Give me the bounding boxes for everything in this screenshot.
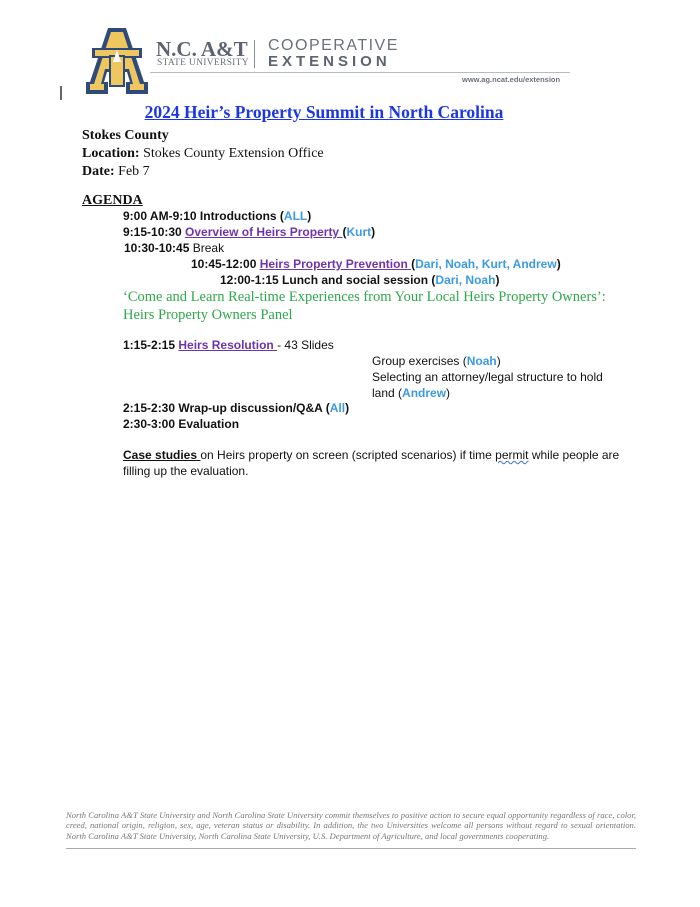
speakers: Kurt: [346, 225, 372, 239]
speakers: Dari, Noah: [435, 273, 496, 287]
footer-disclaimer: North Carolina A&T State University and North Carolina State University commit themselves to positive action to secure equal opportunity regardless of race, color, creed, national origin, religion, sex, age, veteran status or disability. In addition, the two Universities welcome all persons without regard to sexual orientation. North Carolina A&T State University, North Carolina State University, U.S. Department of Agriculture, and local governments cooperating.: [66, 810, 636, 841]
speakers: Noah: [466, 354, 497, 368]
brand-extension: EXTENSION: [268, 53, 391, 70]
paren-close: ): [371, 225, 376, 239]
paren-close: ): [495, 273, 500, 287]
brand-subtitle: STATE UNIVERSITY: [157, 58, 249, 68]
panel-description: ‘Come and Learn Real-time Experiences from Your Local Heirs Property Owners’: Heirs Property Owners Panel: [123, 289, 606, 323]
paren-close: ): [307, 209, 312, 223]
speakers: All: [329, 401, 346, 415]
paren-open: (: [276, 209, 284, 223]
session-link[interactable]: Heirs Property Prevention: [259, 257, 412, 271]
sub-item: [372, 369, 622, 401]
agenda-time: 12:00-1:15 Lunch and social session: [220, 273, 429, 287]
date-line: [82, 164, 150, 180]
speakers: Dari, Noah, Kurt, Andrew: [415, 257, 557, 271]
header-rule: [150, 72, 570, 73]
paren-open: (: [322, 401, 330, 415]
date-value: Feb 7: [114, 164, 150, 179]
header-url: www.ag.ncat.edu/extension: [462, 75, 561, 84]
paren-close: ): [345, 401, 350, 415]
session-link[interactable]: Overview of Heirs Property: [185, 225, 343, 239]
sub-item-text: Group exercises (: [372, 354, 467, 368]
paren-open: (: [428, 273, 436, 287]
case-studies-label: Case studies: [123, 448, 201, 462]
sub-item: [372, 353, 622, 369]
agenda-item: [123, 225, 375, 239]
agenda-time: 10:30-10:45: [124, 241, 190, 255]
date-label: Date:: [82, 164, 115, 179]
agenda-item: [220, 273, 499, 287]
brand-divider: [254, 40, 255, 68]
text-cursor: [60, 86, 62, 100]
speakers: ALL: [283, 209, 308, 223]
footer-rule: [66, 848, 636, 849]
spellcheck-word[interactable]: permit: [495, 448, 529, 462]
paren-close: ): [446, 386, 451, 400]
location-label: Location:: [82, 146, 140, 161]
paren-open: (: [342, 225, 347, 239]
note-text: on Heirs property on screen (scripted scenarios) if time: [200, 448, 496, 462]
agenda-time: 10:45-12:00: [191, 257, 260, 271]
note-text: while people are filling up the evaluation.: [123, 448, 620, 478]
agenda-item: [123, 401, 349, 415]
nc-at-aggie-logo-icon: [86, 26, 148, 96]
paren-close: ): [556, 257, 561, 271]
brand-name: N.C. A&T: [156, 37, 248, 61]
page-title[interactable]: 2024 Heir’s Property Summit in North Carolina: [144, 102, 504, 122]
paren-open: (: [411, 257, 416, 271]
agenda-time: 9:00 AM-9:10 Introductions: [123, 209, 277, 223]
sub-item-list: [372, 353, 622, 401]
location-line: [82, 146, 324, 162]
speakers: Andrew: [402, 386, 447, 400]
brand-cooperative: COOPERATIVE: [268, 37, 399, 54]
session-link[interactable]: Heirs Resolution: [178, 338, 278, 352]
agenda-time: 1:15-2:15: [123, 338, 179, 352]
location-value: Stokes County Extension Office: [139, 146, 324, 161]
agenda-time: 9:15-10:30: [123, 225, 186, 239]
agenda-time: 2:15-2:30 Wrap-up discussion/Q&A: [123, 401, 323, 415]
agenda-item: [191, 257, 561, 271]
agenda-item: [124, 241, 224, 255]
county-heading: Stokes County: [82, 128, 169, 143]
agenda-item: [123, 338, 334, 352]
agenda-text: - 43 Slides: [277, 338, 334, 352]
sub-item-text: Selecting an attorney/legal structure to hold land (: [372, 370, 603, 400]
agenda-text: Break: [189, 241, 225, 255]
agenda-heading: AGENDA: [82, 193, 143, 208]
case-studies-note: [123, 447, 623, 479]
agenda-item: [123, 209, 311, 223]
paren-close: ): [496, 354, 501, 368]
agenda-evaluation: 2:30-3:00 Evaluation: [123, 417, 240, 431]
